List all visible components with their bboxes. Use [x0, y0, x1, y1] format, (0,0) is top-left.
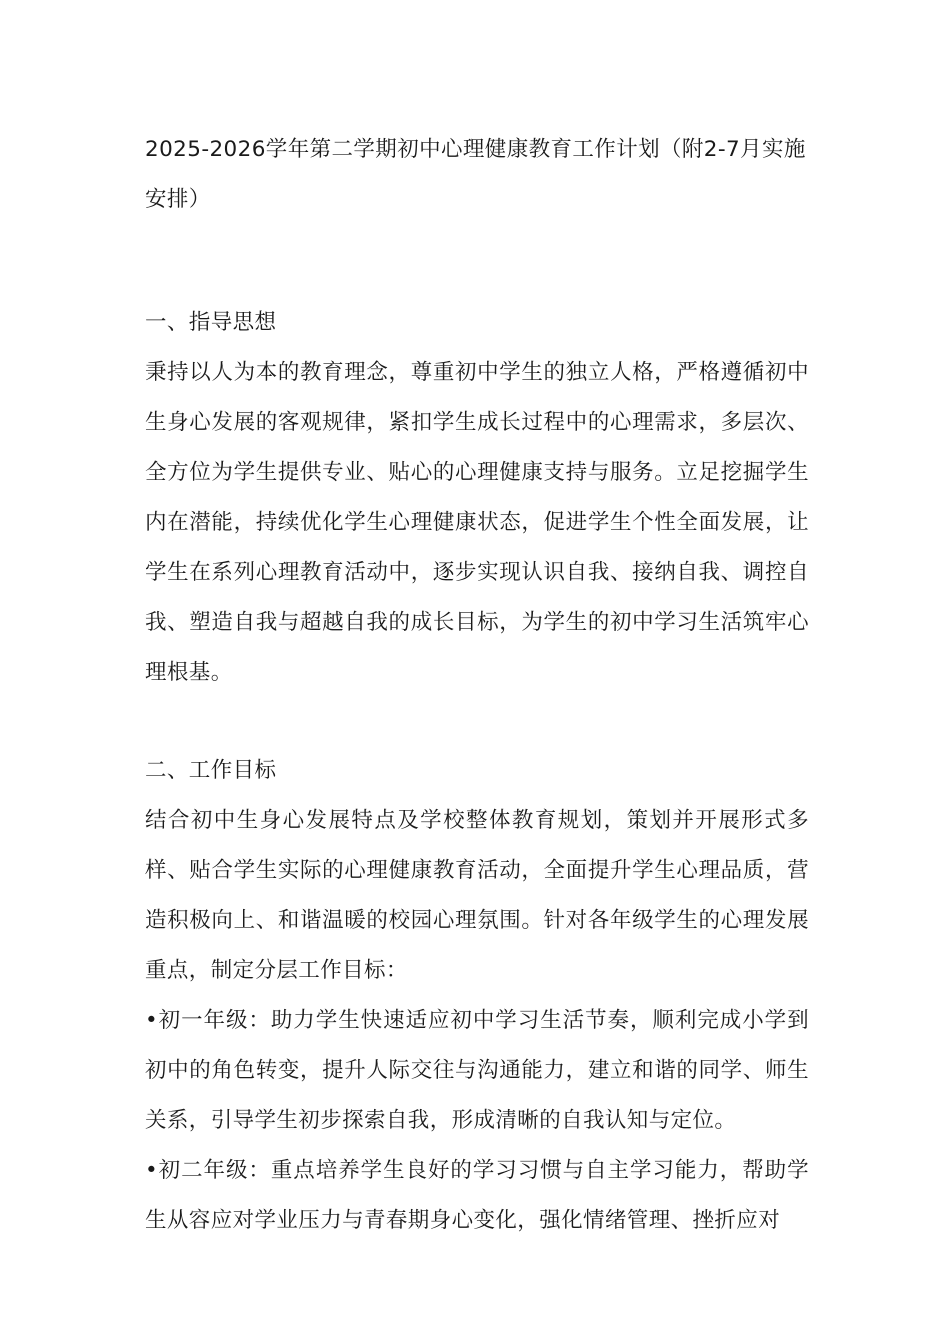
section-heading-work-goals: 二、工作目标 [145, 758, 277, 783]
bullet-icon: • [145, 1008, 159, 1033]
section-heading-guiding-ideology: 一、指导思想 [145, 310, 277, 335]
document-title: 2025-2026学年第二学期初中心理健康教育工作计划（附2-7月实施安排） [145, 137, 806, 212]
section-paragraph-work-goals: 结合初中生身心发展特点及学校整体教育规划，策划并开展形式多样、贴合学生实际的心理健康教育活动，全面提升学生心理品质，营造积极向上、和谐温暖的校园心理氛围。针对各年级学生的心理发展重点，制定分层工作目标： [145, 808, 809, 983]
bullet-icon: • [145, 1158, 159, 1183]
document-body [145, 125, 809, 1246]
bullet-text: 初一年级：助力学生快速适应初中学习生活节奏，顺利完成小学到初中的角色转变，提升人际交往与沟通能力，建立和谐的同学、师生关系，引导学生初步探索自我，形成清晰的自我认知与定位。 [145, 1008, 809, 1133]
section-paragraph-guiding-ideology: 秉持以人为本的教育理念，尊重初中学生的独立人格，严格遵循初中生身心发展的客观规律，紧扣学生成长过程中的心理需求，多层次、全方位为学生提供专业、贴心的心理健康支持与服务。立足挖掘学生内在潜能，持续优化学生心理健康状态，促进学生个性全面发展，让学生在系列心理教育活动中，逐步实现认识自我、接纳自我、调控自我、塑造自我与超越自我的成长目标，为学生的初中学习生活筑牢心理根基。 [145, 360, 809, 685]
spacer [145, 225, 809, 298]
bullet-item-grade-one [145, 996, 809, 1146]
bullet-text: 初二年级：重点培养学生良好的学习习惯与自主学习能力，帮助学生从容应对学业压力与青春期身心变化，强化情绪管理、挫折应对 [145, 1158, 809, 1233]
spacer [145, 698, 809, 746]
bullet-item-grade-two [145, 1146, 809, 1246]
